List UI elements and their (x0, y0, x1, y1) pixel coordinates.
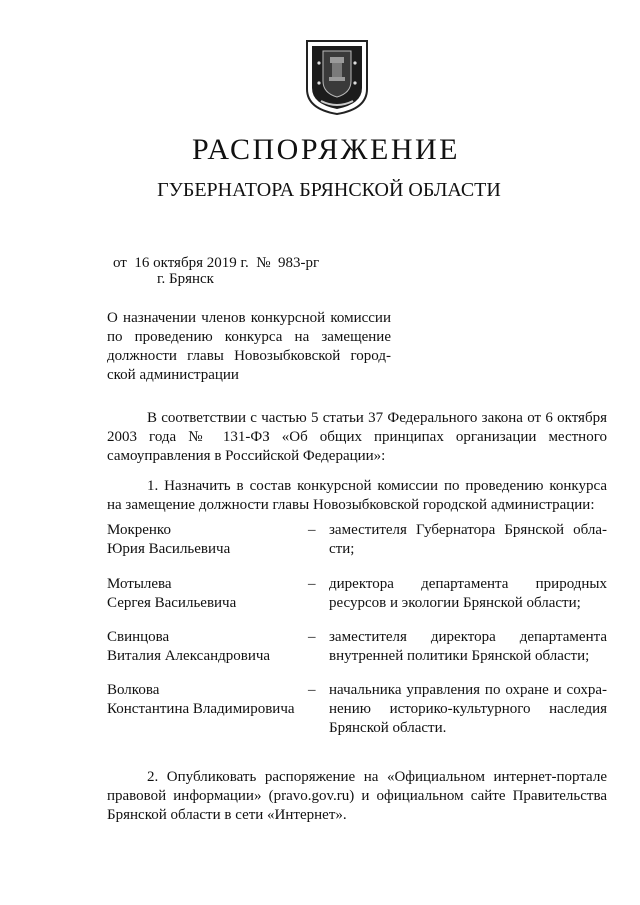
member-given-names: Виталия Александровича (107, 648, 271, 664)
member-role-line: заместителя Губернатора Брянской обла- (329, 522, 607, 538)
member-name (107, 628, 307, 666)
member-dash: – (308, 629, 316, 645)
item-2-paragraph: 2. Опубликовать распоряжение на «Официальном интернет-портале правовой информации» (pravo.gov.ru) и официальном сайте Правительства Брянской области в сети «Интернет». (107, 769, 607, 823)
member-name (107, 575, 307, 613)
member-role (329, 628, 607, 666)
subject-line: ской администрации (107, 367, 239, 383)
member-surname: Мокренко (107, 522, 171, 538)
subject-line: по проведению конкурса на замещение (107, 329, 391, 345)
member-role-line: Брянской области. (329, 720, 447, 736)
member-name (107, 521, 307, 559)
subject-line: должности главы Новозыбковской город- (107, 348, 391, 364)
document-subject (107, 309, 391, 385)
member-role (329, 575, 607, 613)
member-role-line: нению историко-культурного наследия (329, 701, 607, 717)
member-role (329, 681, 607, 738)
coat-of-arms-icon (303, 39, 371, 115)
member-role-line: ресурсов и экологии Брянской области; (329, 595, 581, 611)
document-date-number: от 16 октября 2019 г. № 983-рг (113, 255, 320, 271)
member-surname: Свинцова (107, 629, 170, 645)
document-city: г. Брянск (157, 271, 214, 287)
member-role-line: директора департамента природных (329, 576, 607, 592)
member-role-line: сти; (329, 541, 355, 557)
member-role-line: внутренней политики Брянской области; (329, 648, 590, 664)
document-subtitle: ГУБЕРНАТОРА БРЯНСКОЙ ОБЛАСТИ (157, 179, 501, 201)
item-1-paragraph: 1. Назначить в состав конкурсной комиссии по проведению конкурса на замещение должности главы Новозыбковской городской администрации: (107, 478, 607, 513)
document-title: РАСПОРЯЖЕНИЕ (191, 133, 461, 166)
member-given-names: Сергея Васильевича (107, 595, 237, 611)
member-surname: Волкова (107, 682, 160, 698)
member-role-line: заместителя директора департамента (329, 629, 607, 645)
subject-line: О назначении членов конкурсной комиссии (107, 310, 391, 326)
member-dash: – (308, 576, 316, 592)
member-role-line: начальника управления по охране и сохра- (329, 682, 607, 698)
member-name (107, 681, 307, 719)
member-given-names: Константина Владимировича (107, 701, 295, 717)
member-surname: Мотылева (107, 576, 172, 592)
member-dash: – (308, 522, 316, 538)
preamble-paragraph: В соответствии с частью 5 статьи 37 Федерального закона от 6 октября 2003 года № 131-ФЗ «Об общих принципах организации местного самоуправления в Российской Федерации»: (107, 410, 607, 464)
member-given-names: Юрия Васильевича (107, 541, 231, 557)
member-dash: – (308, 682, 316, 698)
member-role (329, 521, 607, 559)
